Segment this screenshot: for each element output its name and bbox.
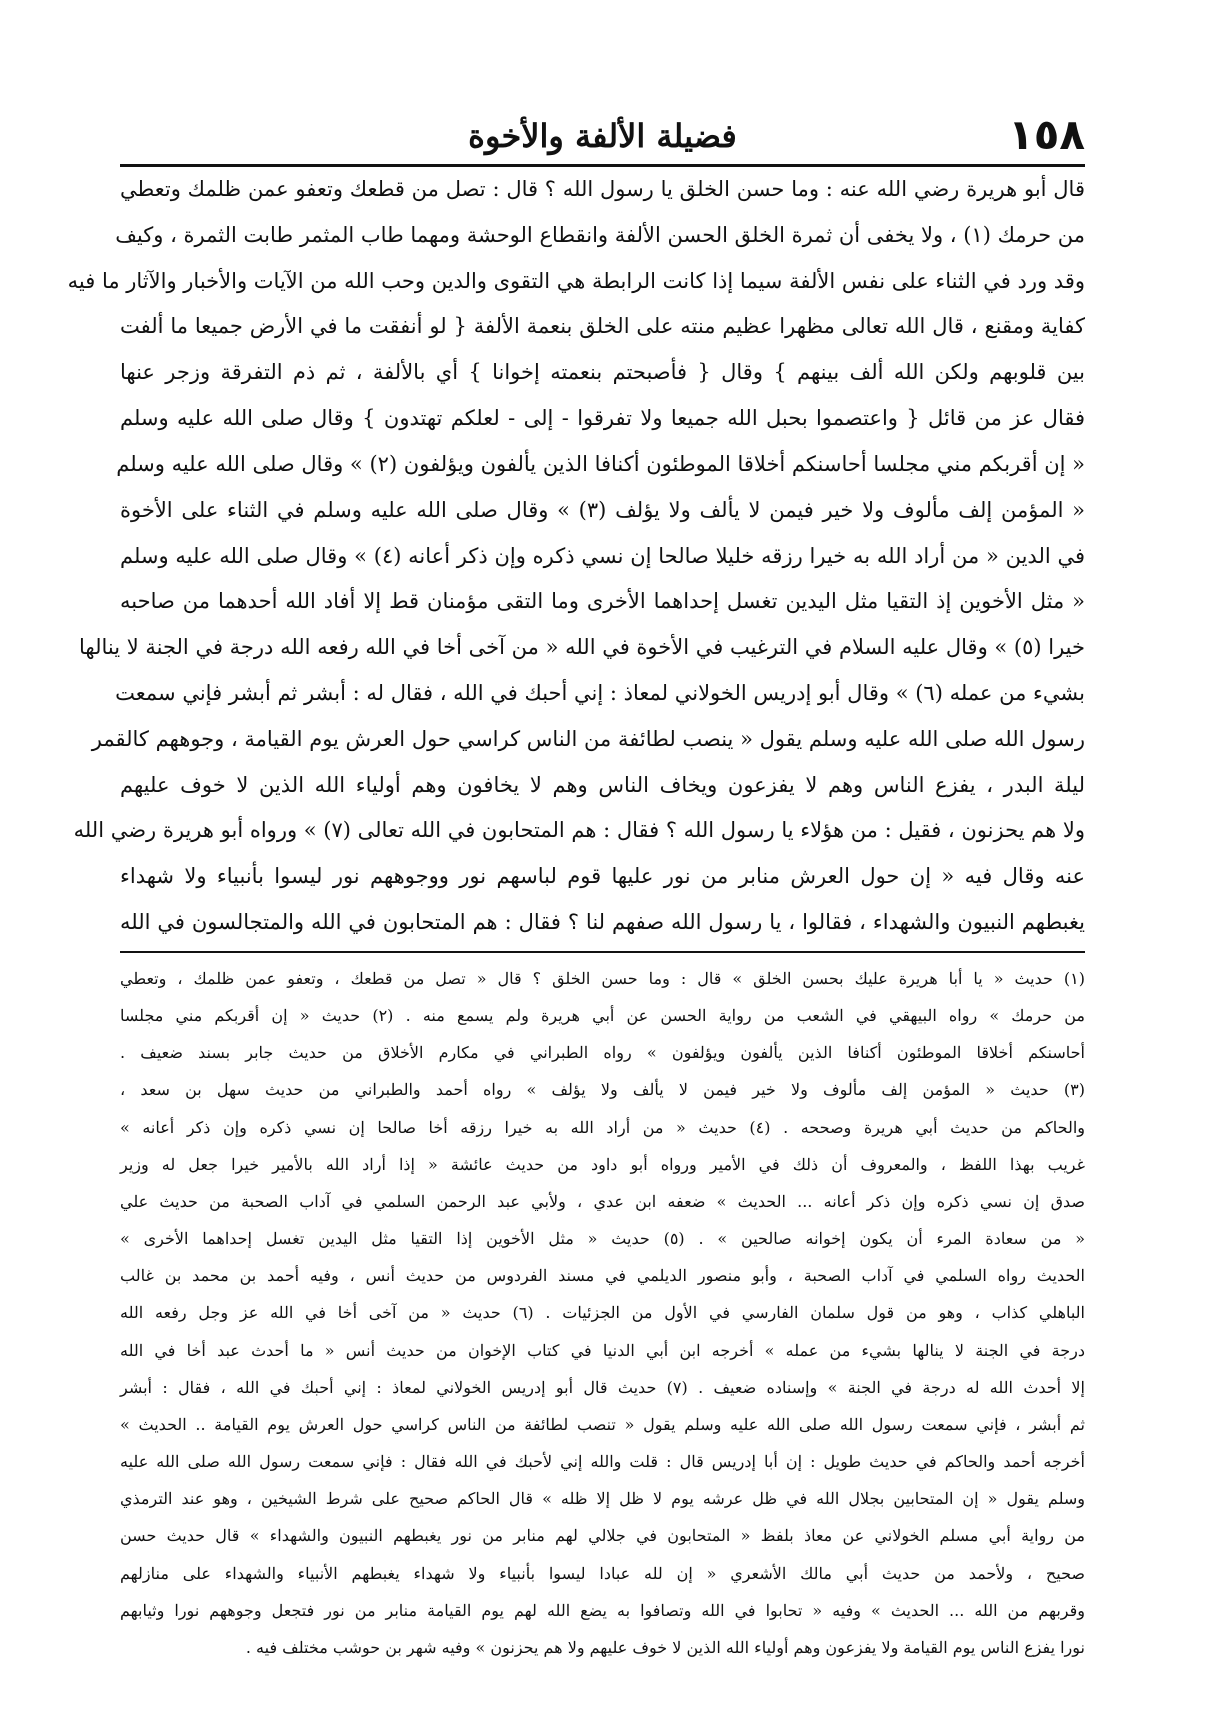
page-header	[120, 108, 1085, 167]
footnote-line: نورا يفزع الناس يوم القيامة ولا يفزعون وهم أولياء الله الذين لا خوف عليهم ولا هم يحزنون » وفيه شهر بن حوشب مختلف فيه .	[245, 1637, 1085, 1657]
footnote-line: وسلم يقول « إن المتحابين بجلال الله في ظل عرشه يوم لا ظل إلا ظله » قال الحاكم صحيح على شرط الشيخين ، وهو عند الترمذي	[120, 1489, 1086, 1509]
running-title: فضيلة الألفة والأخوة	[468, 117, 737, 155]
footnote-line: من رواية أبي مسلم الخولاني عن معاذ بلفظ « المتحابون في جلالي لهم منابر من نور يغبطهم النبيون والشهداء » قال حديث حسن	[120, 1526, 1086, 1546]
footnote-line: ثم أبشر ، فإني سمعت رسول الله صلى الله عليه وسلم يقول « تنصب لطائفة من الناس كراسي حول العرش يوم القيامة .. الحديث »	[120, 1414, 1085, 1434]
footnote-line: أحاسنكم أخلاقا الموطئون أكنافا الذين يألفون ويؤلفون » رواه الطبراني في مكارم الأخلاق من حديث جابر بسند ضعيف .	[120, 1043, 1086, 1063]
footnote-line: صحيح ، ولأحمد من حديث أبي مالك الأشعري « إن لله عبادا ليسوا بأنبياء ولا شهداء يغبطهم الأنبياء والشهداء على منازلهم	[120, 1563, 1085, 1583]
main-text-line: « إن أقربكم مني مجلسا أحاسنكم أخلاقا الموطئون أكنافا الذين يألفون ويؤلفون (٢) » وقال صلى الله عليه وسلم	[116, 451, 1085, 476]
footnote-line: درجة في الجنة لا ينالها بشيء من عمله » أخرجه ابن أبي الدنيا في كتاب الإخوان من حديث أنس « ما أحدث عبد أخا في الله	[120, 1340, 1086, 1360]
main-text-line: بشيء من عمله (٦) » وقال أبو إدريس الخولاني لمعاذ : إني أحبك في الله ، فقال له : أبشر ثم أبشر فإني سمعت	[115, 680, 1085, 705]
footnote-line: إلا أحدث الله له درجة في الجنة » وإسناده ضعيف . (٧) حديث قال أبو إدريس الخولاني لمعاذ : إني أحبك في الله ، فقال : أبشر	[120, 1377, 1086, 1397]
footnote-line: أخرجه أحمد والحاكم في حديث طويل : إن أبا إدريس قال : قلت والله إني لأحبك في الله فقال : فإني سمعت رسول الله صلى الله عليه	[120, 1452, 1085, 1472]
footnotes-block	[120, 968, 1085, 1658]
main-text-line: في الدين « من أراد الله به خيرا رزقه خليلا صالحا إن نسي ذكره وإن ذكر أعانه (٤) » وقال صلى الله عليه وسلم	[120, 543, 1085, 568]
page-number: ١٥٨	[1008, 110, 1085, 159]
main-text-line: يغبطهم النبيون والشهداء ، فقالوا ، يا رسول الله صفهم لنا ؟ فقال : هم المتحابون في الله والمتجالسون في الله	[120, 910, 1085, 934]
footnote-line: والحاكم من حديث أبي هريرة وصححه . (٤) حديث « من أراد الله به خيرا رزقه أخا صالحا إن نسي ذكره وإن ذكر أعانه »	[120, 1117, 1085, 1137]
footnote-line: (١) حديث « يا أبا هريرة عليك بحسن الخلق » قال : وما حسن الخلق ؟ قال « تصل من قطعك ، وتعفو عمن ظلمك ، وتعطي	[120, 969, 1085, 988]
main-text-block	[67, 176, 1085, 936]
main-text-line: من حرمك (١) ، ولا يخفى أن ثمرة الخلق الحسن الألفة وانقطاع الوحشة ومهما طاب المثمر طابت الثمرة ، وكيف	[115, 222, 1085, 247]
footnote-line: من حرمك » رواه البيهقي في الشعب من رواية الحسن عن أبي هريرة ولم يسمع منه . (٢) حديث « إن أقربكم مني مجلسا	[120, 1006, 1085, 1026]
main-text-line: ولا هم يحزنون ، فقيل : من هؤلاء يا رسول الله ؟ فقال : هم المتحابون في الله تعالى (٧) » ورواه أبو هريرة رضي الله	[73, 818, 1085, 843]
footnote-line: وقربهم من الله ... الحديث » وفيه « تحابوا في الله وتصافوا به يضع الله لهم يوم القيامة منابر من نور فتجعل وجوههم نورا وثيابهم	[120, 1600, 1085, 1620]
main-text-line: خيرا (٥) » وقال عليه السلام في الترغيب في الأخوة في الله « من آخى أخا في الله رفعه الله درجة في الجنة لا ينالها	[79, 635, 1085, 660]
main-text-line: « المؤمن إلف مألوف ولا خير فيمن لا يألف ولا يؤلف (٣) » وقال صلى الله عليه وسلم في الثناء على الأخوة	[120, 497, 1085, 522]
main-text-line: وقد ورد في الثناء على نفس الألفة سيما إذا كانت الرابطة هي التقوى والدين وحب الله من الآيات والأخبار والآثار ما فيه	[67, 268, 1085, 293]
main-text-line: بين قلوبهم ولكن الله ألف بينهم } وقال { فأصبحتم بنعمته إخوانا } أي بالألفة ، ثم ذم التفرقة وزجر عنها	[120, 360, 1085, 385]
main-text-line: ليلة البدر ، يفزع الناس وهم لا يفزعون ويخاف الناس وهم لا يخافون وهم أولياء الله الذين لا خوف عليهم	[120, 772, 1085, 797]
main-text-line: فقال عز من قائل { واعتصموا بحبل الله جميعا ولا تفرقوا - إلى - لعلكم تهتدون } وقال صلى الله عليه وسلم	[120, 406, 1085, 431]
footnote-line: « من سعادة المرء أن يكون إخوانه صالحين » . (٥) حديث « مثل الأخوين إذا التقيا مثل اليدين تغسل إحداهما الأخرى »	[120, 1229, 1086, 1249]
main-text-line: قال أبو هريرة رضي الله عنه : وما حسن الخلق يا رسول الله ؟ قال : تصل من قطعك وتعفو عمن ظلمك وتعطي	[120, 177, 1085, 201]
footnote-separator	[120, 951, 1085, 953]
footnote-line: الباهلي كذاب ، وهو من قول سلمان الفارسي في الأول من الجزئيات . (٦) حديث « من آخى أخا في الله عز وجل رفعه الله	[120, 1303, 1086, 1323]
footnote-line: (٣) حديث « المؤمن إلف مألوف ولا خير فيمن لا يألف ولا يؤلف » رواه أحمد والطبراني من حديث سهل بن سعد ،	[120, 1080, 1085, 1100]
main-text-line: عنه وقال فيه « إن حول العرش منابر من نور عليها قوم لباسهم نور ووجوههم نور ليسوا بأنبياء ولا شهداء	[120, 864, 1085, 889]
footnote-line: غريب بهذا اللفظ ، والمعروف أن ذلك في الأمير ورواه أبو داود من حديث عائشة « إذا أراد الله بالأمير خيرا جعل له وزير	[120, 1154, 1085, 1174]
main-text-line: كفاية ومقنع ، قال الله تعالى مظهرا عظيم منته على الخلق بنعمة الألفة { لو أنفقت ما في الأرض جميعا ما ألفت	[120, 314, 1085, 339]
footnote-line: الحديث رواه السلمي في آداب الصحبة ، وأبو منصور الديلمي في مسند الفردوس من حديث أنس ، وفيه أحمد بن محمد بن غالب	[120, 1266, 1085, 1286]
main-text-line: رسول الله صلى الله عليه وسلم يقول « ينصب لطائفة من الناس كراسي حول العرش يوم القيامة ، وجوههم كالقمر	[91, 726, 1085, 751]
main-text-line: « مثل الأخوين إذ التقيا مثل اليدين تغسل إحداهما الأخرى وما التقى مؤمنان قط إلا أفاد الله أحدهما من صاحبه	[120, 589, 1085, 614]
footnote-line: صدق إن نسي ذكره وإن ذكر أعانه ... الحديث » ضعفه ابن عدي ، ولأبي عبد الرحمن السلمي في آداب الصحبة من حديث علي	[120, 1191, 1086, 1211]
